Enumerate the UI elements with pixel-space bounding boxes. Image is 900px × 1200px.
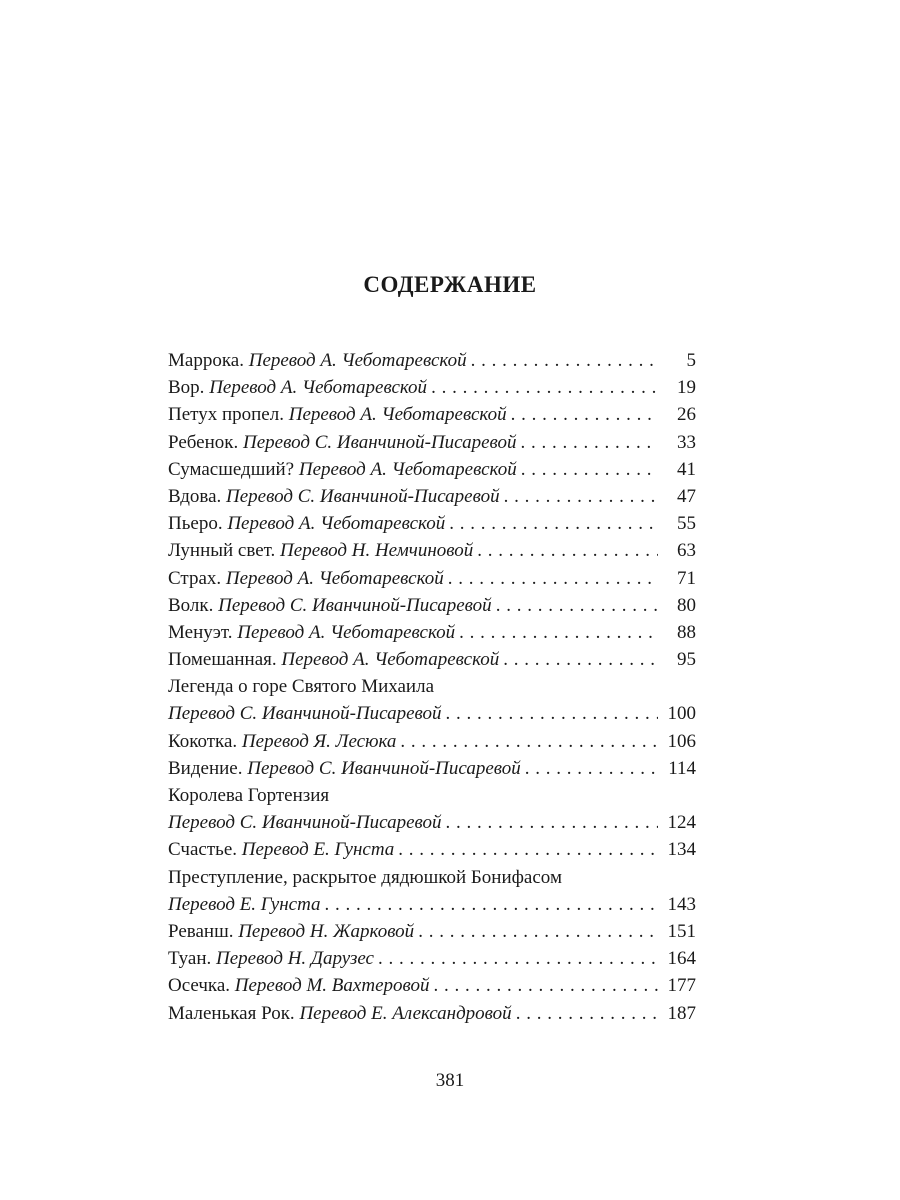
dot-leader [449, 510, 658, 537]
toc-entry-page: 95 [677, 649, 696, 671]
toc-entry-translator: Перевод Е. Гунста [241, 839, 395, 861]
toc-entry-page: 63 [677, 540, 696, 562]
toc-entry-title: Помешанная. Перевод А. Чеботаревской [168, 649, 500, 671]
toc-entry-title: Вор. Перевод А. Чеботаревской [168, 377, 428, 399]
toc-entry-translator: Перевод М. Вахтеровой [234, 975, 430, 997]
dot-leader [418, 918, 658, 945]
dot-leader [471, 347, 658, 374]
toc-entry-title: Сумасшедший? Перевод А. Чеботаревской [168, 458, 517, 480]
toc-entry-page: 19 [677, 377, 696, 399]
toc-entry-title: Реванш. Перевод Н. Жарковой [168, 920, 415, 942]
toc-entry [168, 945, 696, 972]
toc-entry-translator: Перевод А. Чеботаревской [281, 649, 500, 671]
toc-entry [168, 972, 696, 999]
toc-entry-title: Петух пропел. Перевод А. Чеботаревской [168, 404, 507, 426]
dot-leader [325, 891, 658, 918]
toc-entry [168, 619, 696, 646]
toc-entry-translator: Перевод Н. Немчиновой [280, 540, 474, 562]
toc-entry-translator: Перевод С. Иванчиной-Писаревой [168, 812, 442, 834]
toc-entry-title: Пьеро. Перевод А. Чеботаревской [168, 513, 446, 535]
dot-leader [521, 429, 658, 456]
toc-entry-title: Королева Гортензия [168, 785, 330, 806]
toc-entry-translator: Перевод А. Чеботаревской [209, 377, 428, 399]
toc-entry-translator: Перевод С. Иванчиной-Писаревой [218, 594, 492, 616]
toc-entry-page: 55 [677, 513, 696, 535]
dot-leader [431, 374, 658, 401]
toc-entry [168, 700, 696, 727]
toc-entry-translator: Перевод А. Чеботаревской [298, 458, 517, 480]
toc-entry-page: 33 [677, 431, 696, 453]
toc-entry-page: 187 [667, 1002, 696, 1024]
toc-entry [168, 456, 696, 483]
toc-entry-translator: Перевод А. Чеботаревской [237, 621, 456, 643]
dot-leader [434, 972, 659, 999]
toc-entry-page: 143 [667, 893, 696, 915]
toc-entry-page: 164 [667, 948, 696, 970]
toc-entry-page: 47 [677, 485, 696, 507]
toc-entry-title: Маленькая Рок. Перевод Е. Александровой [168, 1002, 512, 1024]
dot-leader [378, 945, 658, 972]
toc-entry-title: Легенда о горе Святого Михаила [168, 676, 435, 698]
toc-entry-page: 124 [667, 812, 696, 834]
toc-entry-page: 71 [677, 567, 696, 589]
toc-entry-title: Лунный свет. Перевод Н. Немчиновой [168, 540, 474, 562]
toc-entry-title: Видение. Перевод С. Иванчиной-Писаревой [168, 757, 521, 779]
toc-entry [168, 1000, 696, 1027]
page-number: 381 [435, 1070, 465, 1091]
toc-entry [168, 565, 696, 592]
toc-entry-page: 151 [667, 920, 696, 942]
toc-entry-translator: Перевод А. Чеботаревской [225, 567, 444, 589]
dot-leader [398, 836, 658, 863]
toc-entry-page: 88 [677, 621, 696, 643]
dot-leader [446, 700, 658, 727]
toc-entry-title: Кокотка. Перевод Я. Лесюка [168, 730, 397, 752]
toc-entry [168, 483, 696, 510]
toc-entry [168, 347, 696, 374]
toc-entry [168, 755, 696, 782]
dot-leader [525, 755, 658, 782]
toc-entry-page: 5 [686, 350, 696, 371]
toc-entry-title: Туан. Перевод Н. Дарузес [168, 948, 374, 970]
toc-entry-page: 80 [677, 594, 696, 616]
page-title: СОДЕРЖАНИЕ [363, 272, 537, 297]
toc-entry [168, 429, 696, 456]
toc-entry-translator: Перевод А. Чеботаревской [227, 513, 446, 535]
toc-entry-translator: Перевод Н. Жарковой [238, 920, 415, 942]
toc-entry-translator: Перевод С. Иванчиной-Писаревой [247, 757, 521, 779]
dot-leader [496, 592, 658, 619]
dot-leader [400, 728, 658, 755]
toc-entry-title: Вдова. Перевод С. Иванчиной-Писаревой [168, 485, 500, 507]
dot-leader [448, 565, 658, 592]
toc-entry-translator: Перевод А. Чеботаревской [288, 404, 507, 426]
toc-entry [168, 918, 696, 945]
toc-entry-page: 41 [677, 458, 696, 480]
dot-leader [446, 809, 658, 836]
toc-entry-page: 114 [668, 757, 696, 779]
toc-entry-translator: Перевод С. Иванчиной-Писаревой [168, 703, 442, 725]
toc-entry-title: Маррока. Перевод А. Чеботаревской [168, 350, 467, 371]
toc-entry [168, 891, 696, 918]
toc-entry-title: Осечка. Перевод М. Вахтеровой [168, 975, 430, 997]
toc-entry-translator: Перевод А. Чеботаревской [248, 350, 467, 371]
dot-leader [521, 456, 658, 483]
toc-entry [168, 592, 696, 619]
toc-entry-translator: Перевод Е. Александровой [299, 1002, 512, 1024]
table-of-contents [168, 347, 696, 1027]
toc-entry-translator: Перевод С. Иванчиной-Писаревой [243, 431, 517, 453]
toc-entry [168, 728, 696, 755]
toc-entry-page: 177 [667, 975, 696, 997]
dot-leader [511, 401, 658, 428]
toc-entry [168, 510, 696, 537]
toc-entry [168, 809, 696, 836]
toc-entry-title: Менуэт. Перевод А. Чеботаревской [168, 621, 456, 643]
dot-leader [504, 483, 658, 510]
toc-entry-page: 100 [667, 703, 696, 725]
dot-leader [477, 537, 658, 564]
toc-entry-translator: Перевод Я. Лесюка [241, 730, 397, 752]
toc-entry-title: Страх. Перевод А. Чеботаревской [168, 567, 444, 589]
toc-entry-translator: Перевод Е. Гунста [168, 893, 321, 915]
dot-leader [459, 619, 658, 646]
toc-entry-title: Преступление, раскрытое дядюшкой Бонифасом [168, 866, 562, 888]
dot-leader [516, 1000, 658, 1027]
toc-entry-page: 106 [667, 730, 696, 752]
toc-entry-title: Ребенок. Перевод С. Иванчиной-Писаревой [168, 431, 517, 453]
toc-entry-title: Счастье. Перевод Е. Гунста [168, 839, 395, 861]
toc-entry-title: Волк. Перевод С. Иванчиной-Писаревой [168, 594, 492, 616]
toc-entry-page: 134 [667, 839, 696, 861]
toc-entry-translator: Перевод С. Иванчиной-Писаревой [226, 485, 500, 507]
toc-entry [168, 836, 696, 863]
toc-entry [168, 537, 696, 564]
toc-entry-translator: Перевод Н. Дарузес [216, 948, 374, 970]
dot-leader [503, 646, 658, 673]
toc-entry [168, 646, 696, 673]
toc-entry [168, 374, 696, 401]
toc-entry-page: 26 [677, 404, 696, 426]
toc-entry [168, 401, 696, 428]
